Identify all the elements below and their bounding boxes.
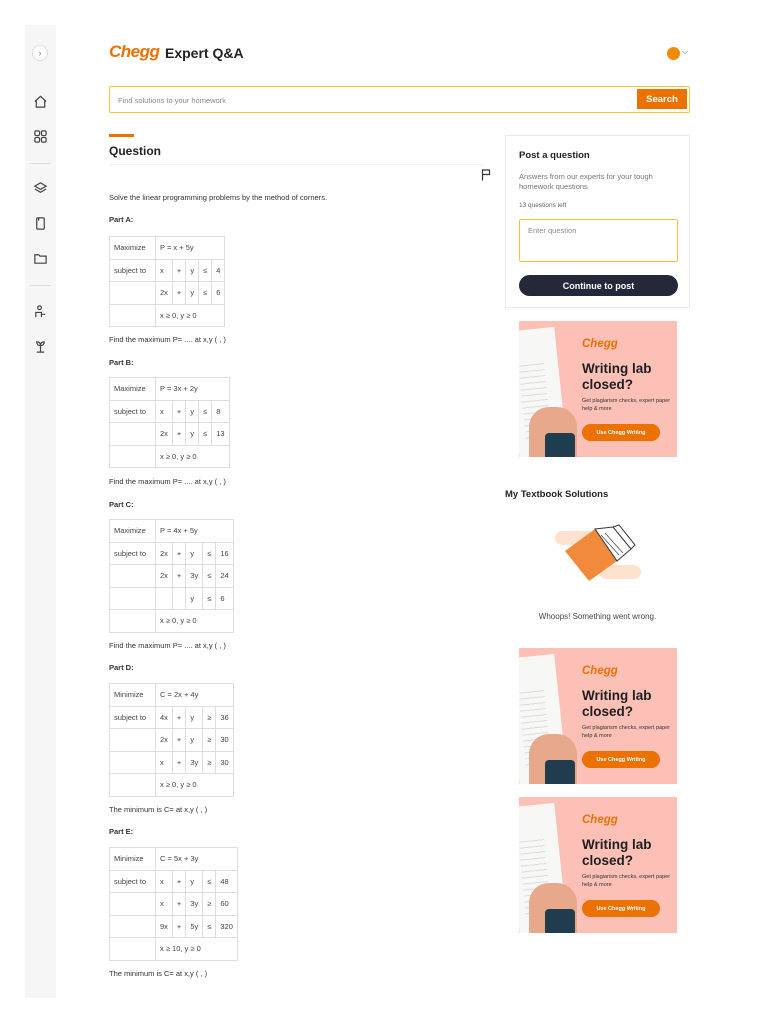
sidebar <box>25 25 56 998</box>
constraint-label: subject to <box>110 542 156 565</box>
part-label: Part E: <box>109 827 134 836</box>
objective-kind: Maximize <box>110 520 156 543</box>
operator: + <box>172 751 185 774</box>
objective: P = x + 5y <box>156 237 225 260</box>
constraint-label <box>110 893 156 916</box>
ad-headline: Writing lab closed? <box>582 361 652 392</box>
objective-kind: Minimize <box>110 684 156 707</box>
book-icon <box>555 521 641 583</box>
relation: ≤ <box>199 400 212 423</box>
term: 4x <box>156 706 173 729</box>
operator: + <box>172 282 185 305</box>
constant: 16 <box>216 542 233 565</box>
term: y <box>186 706 203 729</box>
constant: 320 <box>216 915 238 938</box>
operator: + <box>172 706 185 729</box>
constraint-label <box>110 774 156 797</box>
operator: + <box>172 423 185 446</box>
constraint-label <box>110 938 156 961</box>
objective: C = 5x + 3y <box>156 848 238 871</box>
question-heading: Question <box>109 144 162 158</box>
part-prompt: The minimum is C= at x,y ( , ) <box>109 969 208 978</box>
relation: ≤ <box>203 542 216 565</box>
part-label: Part B: <box>109 358 134 367</box>
term: 3y <box>186 893 203 916</box>
ad-button[interactable]: Use Chegg Writing <box>582 424 660 441</box>
constraint-label <box>110 445 156 468</box>
textbook-solutions-title: My Textbook Solutions <box>505 489 609 500</box>
operator: + <box>172 915 185 938</box>
operator: + <box>172 870 185 893</box>
term: y <box>186 870 203 893</box>
constraint-label <box>110 915 156 938</box>
chegg-writing-ad[interactable] <box>519 797 677 933</box>
ad-headline: Writing lab closed? <box>582 688 652 719</box>
nonnegativity: x ≥ 0, y ≥ 0 <box>156 774 234 797</box>
chegg-writing-ad[interactable] <box>519 321 677 457</box>
question-divider <box>109 164 484 165</box>
constraint-label <box>110 282 156 305</box>
constant: 13 <box>212 423 229 446</box>
lp-table <box>109 519 234 633</box>
ad-subtext: Get plagiarism checks, expert paper help & more <box>582 398 671 412</box>
nonnegativity: x ≥ 10, y ≥ 0 <box>156 938 238 961</box>
constraint-label <box>110 751 156 774</box>
part-prompt: The minimum is C= at x,y ( , ) <box>109 805 208 814</box>
ad-button[interactable]: Use Chegg Writing <box>582 900 660 917</box>
avatar[interactable] <box>667 47 680 60</box>
part-prompt: Find the maximum P= .... at x,y ( , ) <box>109 477 226 486</box>
sidebar-divider <box>30 163 51 164</box>
question-input[interactable] <box>519 219 678 262</box>
objective: P = 4x + 5y <box>156 520 234 543</box>
constraint-label: subject to <box>110 870 156 893</box>
term: y <box>186 542 203 565</box>
layers-icon[interactable] <box>32 180 48 196</box>
term: y <box>186 587 203 610</box>
constant: 36 <box>216 706 233 729</box>
constant: 24 <box>216 565 233 588</box>
sidebar-divider <box>30 285 51 286</box>
flag-icon[interactable] <box>481 168 491 180</box>
constant: 30 <box>216 729 233 752</box>
constraint-label <box>110 610 156 633</box>
constraint-label: subject to <box>110 259 156 282</box>
constant: 60 <box>216 893 238 916</box>
ad-headline: Writing lab closed? <box>582 837 652 868</box>
relation: ≥ <box>203 729 216 752</box>
plant-icon[interactable] <box>32 338 48 354</box>
relation: ≤ <box>203 587 216 610</box>
term: 2x <box>156 542 173 565</box>
folder-icon[interactable] <box>32 250 48 266</box>
relation: ≤ <box>199 282 212 305</box>
part-label: Part D: <box>109 663 134 672</box>
chevron-right-icon: › <box>38 48 42 58</box>
objective-kind: Minimize <box>110 848 156 871</box>
lp-table <box>109 847 238 961</box>
chegg-logo[interactable]: Chegg <box>109 42 160 61</box>
operator: + <box>172 400 185 423</box>
objective-kind: Maximize <box>110 378 156 401</box>
relation: ≥ <box>203 893 216 916</box>
constraint-label <box>110 304 156 327</box>
term <box>156 587 173 610</box>
search-bar <box>109 86 690 113</box>
operator: + <box>172 259 185 282</box>
term: 2x <box>156 729 173 752</box>
textbook-error-message: Whoops! Something went wrong. <box>538 612 657 621</box>
objective-kind: Maximize <box>110 237 156 260</box>
person-tool-icon[interactable] <box>32 303 48 319</box>
term: 5y <box>186 915 203 938</box>
operator: + <box>172 565 185 588</box>
relation: ≤ <box>203 870 216 893</box>
sidebar-expand-button[interactable] <box>32 45 48 61</box>
nonnegativity: x ≥ 0, y ≥ 0 <box>156 610 234 633</box>
operator: + <box>172 893 185 916</box>
objective: P = 3x + 2y <box>156 378 230 401</box>
question-accent-bar <box>109 134 134 137</box>
search-button[interactable]: Search <box>637 89 687 109</box>
grid-icon[interactable] <box>32 128 48 144</box>
relation: ≤ <box>199 259 212 282</box>
term: 2x <box>156 423 173 446</box>
ad-button[interactable]: Use Chegg Writing <box>582 751 660 768</box>
relation: ≤ <box>203 565 216 588</box>
continue-to-post-button[interactable]: Continue to post <box>519 275 678 296</box>
constant: 6 <box>216 587 233 610</box>
constraint-label <box>110 423 156 446</box>
constant: 48 <box>216 870 238 893</box>
term: 2x <box>156 282 173 305</box>
constant: 8 <box>212 400 229 423</box>
constant: 6 <box>212 282 225 305</box>
term: 9x <box>156 915 173 938</box>
lp-table <box>109 683 234 797</box>
term: x <box>156 893 173 916</box>
objective: C = 2x + 4y <box>156 684 234 707</box>
term: 3y <box>186 751 203 774</box>
relation: ≤ <box>199 423 212 446</box>
nonnegativity: x ≥ 0, y ≥ 0 <box>156 445 230 468</box>
post-question-title: Post a question <box>519 150 590 161</box>
term: y <box>186 423 199 446</box>
constraint-label: subject to <box>110 706 156 729</box>
constraint-label <box>110 587 156 610</box>
relation: ≥ <box>203 751 216 774</box>
term: y <box>186 259 199 282</box>
questions-left-count: 13 questions left <box>519 202 567 209</box>
operator: + <box>172 542 185 565</box>
part-prompt: Find the maximum P= .... at x,y ( , ) <box>109 641 226 650</box>
operator: + <box>172 729 185 752</box>
operator <box>172 587 185 610</box>
chegg-writing-ad[interactable] <box>519 648 677 784</box>
ad-sleeve-illustration <box>545 760 575 784</box>
product-title: Expert Q&A <box>165 45 244 61</box>
ad-subtext: Get plagiarism checks, expert paper help & more <box>582 725 671 739</box>
home-icon[interactable] <box>32 93 48 109</box>
constraint-label <box>110 565 156 588</box>
constraint-label: subject to <box>110 400 156 423</box>
relation: ≤ <box>203 915 216 938</box>
ad-sleeve-illustration <box>545 909 575 933</box>
term: x <box>156 870 173 893</box>
part-prompt: Find the maximum P= .... at x,y ( , ) <box>109 335 226 344</box>
document-icon[interactable] <box>32 215 48 231</box>
part-label: Part C: <box>109 500 134 509</box>
constant: 4 <box>212 259 225 282</box>
term: x <box>156 400 173 423</box>
term: x <box>156 751 173 774</box>
post-question-description: Answers from our experts for your tough homework questions <box>519 172 653 191</box>
term: 3y <box>186 565 203 588</box>
term: y <box>186 282 199 305</box>
lp-table <box>109 377 230 468</box>
part-label: Part A: <box>109 215 134 224</box>
term: x <box>156 259 173 282</box>
ad-logo: Chegg <box>582 338 618 350</box>
term: y <box>186 400 199 423</box>
term: y <box>186 729 203 752</box>
search-input[interactable] <box>118 93 618 107</box>
ad-sleeve-illustration <box>545 433 575 457</box>
chevron-down-icon[interactable]: ⌵ <box>682 47 689 56</box>
nonnegativity: x ≥ 0, y ≥ 0 <box>156 304 225 327</box>
ad-subtext: Get plagiarism checks, expert paper help & more <box>582 874 671 888</box>
ad-logo: Chegg <box>582 665 618 677</box>
term: 2x <box>156 565 173 588</box>
post-question-card <box>505 135 690 308</box>
ad-logo: Chegg <box>582 814 618 826</box>
lp-table <box>109 236 225 327</box>
relation: ≥ <box>203 706 216 729</box>
question-intro: Solve the linear programming problems by the method of corners. <box>109 193 328 202</box>
constant: 30 <box>216 751 233 774</box>
constraint-label <box>110 729 156 752</box>
